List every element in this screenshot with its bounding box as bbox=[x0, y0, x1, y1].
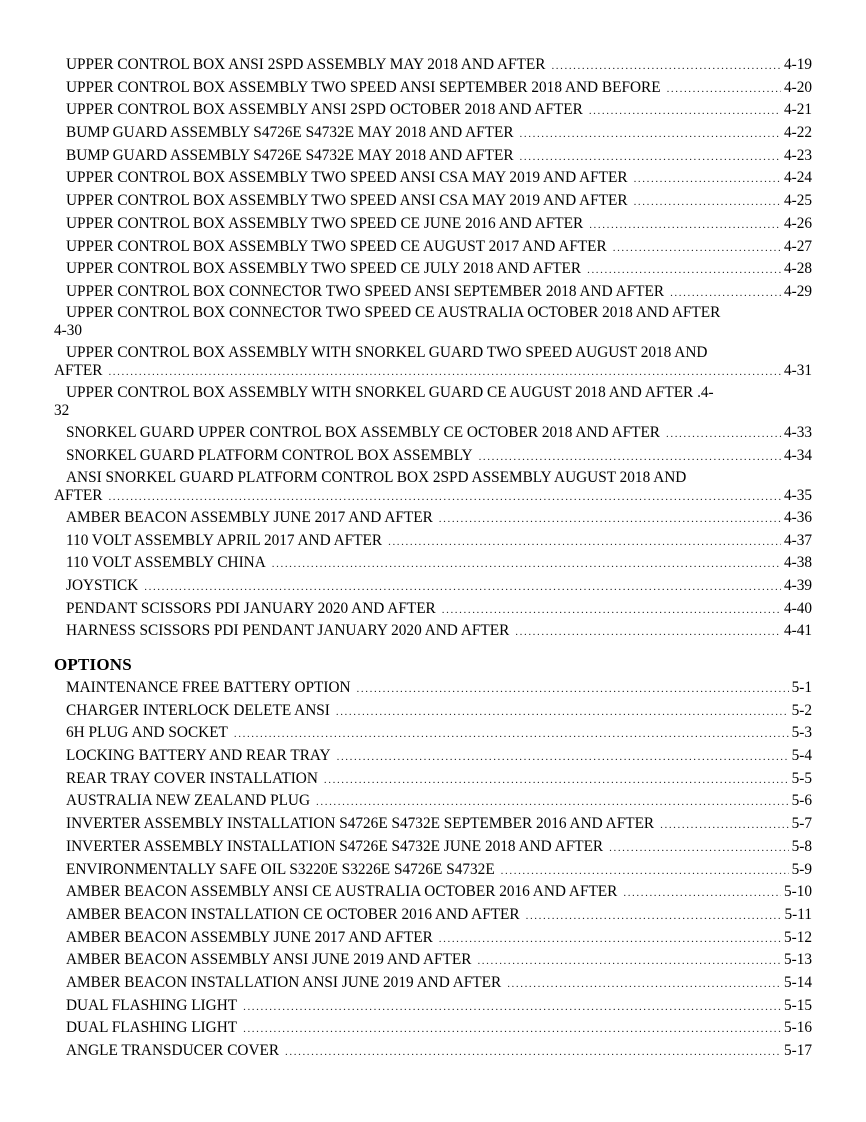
toc-page-number: 4-20 bbox=[783, 78, 812, 96]
toc-entry[interactable] bbox=[54, 881, 812, 904]
toc-entry[interactable] bbox=[54, 422, 812, 445]
toc-page-number: 32 bbox=[54, 402, 70, 419]
toc-page-number: 4-33 bbox=[783, 424, 812, 441]
toc-list-wrapped-b bbox=[54, 344, 812, 383]
toc-entry-continuation bbox=[54, 321, 812, 343]
dot-leader bbox=[589, 214, 781, 237]
dot-leader bbox=[477, 950, 781, 973]
toc-list-wrapped-a bbox=[54, 304, 812, 343]
toc-page-number: 4-25 bbox=[783, 192, 812, 210]
dot-leader bbox=[501, 860, 789, 883]
toc-page-number: 5-6 bbox=[791, 792, 812, 810]
toc-page-number: 5-2 bbox=[791, 701, 812, 719]
toc-entry[interactable] bbox=[54, 236, 812, 259]
dot-leader bbox=[667, 78, 781, 101]
toc-page-number: 4-41 bbox=[783, 622, 812, 640]
toc-entry-continuation bbox=[54, 401, 812, 423]
toc-page-number: 4-26 bbox=[783, 214, 812, 232]
toc-entry-title: UPPER CONTROL BOX ASSEMBLY TWO SPEED ANSI SEPTEMBER 2018 AND BEFORE bbox=[66, 78, 661, 96]
toc-entry-title: ENVIRONMENTALLY SAFE OIL S3220E S3226E S4726E S4732E bbox=[66, 860, 495, 878]
toc-entry-title: UPPER CONTROL BOX ASSEMBLY TWO SPEED CE JULY 2018 AND AFTER bbox=[66, 260, 582, 278]
toc-entry[interactable] bbox=[54, 99, 812, 122]
toc-list-wrapped-d bbox=[54, 469, 812, 508]
dot-leader bbox=[234, 723, 789, 746]
toc-entry[interactable] bbox=[54, 722, 812, 745]
toc-list-wrapped-c bbox=[54, 384, 812, 423]
dot-leader bbox=[439, 508, 781, 531]
toc-page-number: 5-12 bbox=[783, 928, 812, 946]
dot-leader bbox=[108, 487, 781, 507]
toc-entry-title: JOYSTICK bbox=[66, 577, 139, 595]
toc-page-number: 5-1 bbox=[791, 679, 812, 696]
dot-leader bbox=[609, 837, 788, 860]
toc-entry[interactable] bbox=[54, 904, 812, 927]
toc-entry[interactable] bbox=[54, 77, 812, 100]
toc-page-number: 5-5 bbox=[791, 769, 812, 787]
toc-entry-title: ANSI SNORKEL GUARD PLATFORM CONTROL BOX 2SPD ASSEMBLY AUGUST 2018 AND bbox=[66, 469, 687, 486]
toc-entry[interactable] bbox=[54, 790, 812, 813]
toc-entry-title: UPPER CONTROL BOX ASSEMBLY TWO SPEED CE AUGUST 2017 AND AFTER bbox=[66, 237, 607, 255]
toc-page-number: 5-11 bbox=[784, 905, 812, 923]
dot-leader bbox=[660, 814, 788, 837]
toc-page-number: 5-13 bbox=[783, 951, 812, 969]
toc-page-number: 5-7 bbox=[791, 815, 812, 833]
dot-leader bbox=[337, 746, 789, 769]
dot-leader bbox=[439, 928, 781, 951]
dot-leader bbox=[479, 446, 781, 469]
toc-entry-title: REAR TRAY COVER INSTALLATION bbox=[66, 769, 318, 787]
dot-leader bbox=[243, 996, 781, 1019]
toc-page-number: 5-14 bbox=[783, 973, 812, 991]
dot-leader bbox=[357, 678, 789, 701]
toc-entry[interactable] bbox=[54, 167, 812, 190]
dot-leader bbox=[526, 905, 782, 928]
toc-entry[interactable] bbox=[54, 598, 812, 621]
toc-entry-title: INVERTER ASSEMBLY INSTALLATION S4726E S4732E SEPTEMBER 2016 AND AFTER bbox=[66, 815, 655, 833]
dot-leader bbox=[634, 191, 781, 214]
toc-page-number: 4-31 bbox=[783, 362, 812, 379]
toc-entry-title: AMBER BEACON ASSEMBLY JUNE 2017 AND AFTER bbox=[66, 928, 433, 946]
dot-leader bbox=[507, 973, 781, 996]
toc-entry[interactable] bbox=[54, 552, 812, 575]
toc-entry[interactable] bbox=[54, 258, 812, 281]
toc-entry-title: UPPER CONTROL BOX ASSEMBLY WITH SNORKEL GUARD TWO SPEED AUGUST 2018 AND bbox=[66, 344, 708, 361]
dot-leader bbox=[243, 1018, 781, 1041]
dot-leader bbox=[551, 55, 781, 78]
toc-entry-title: UPPER CONTROL BOX ANSI 2SPD ASSEMBLY MAY 2018 AND AFTER bbox=[66, 56, 546, 73]
section-heading-options: OPTIONS bbox=[54, 655, 132, 674]
toc-entry-title: UPPER CONTROL BOX ASSEMBLY WITH SNORKEL GUARD CE AUGUST 2018 AND AFTER .4- bbox=[66, 384, 714, 401]
dot-leader bbox=[388, 531, 781, 554]
toc-entry-title: AMBER BEACON INSTALLATION CE OCTOBER 2016 AND AFTER bbox=[66, 905, 520, 923]
toc-entry-title: SNORKEL GUARD PLATFORM CONTROL BOX ASSEMBLY bbox=[66, 446, 473, 464]
toc-entry[interactable] bbox=[54, 949, 812, 972]
toc-entry[interactable] bbox=[54, 859, 812, 882]
toc-entry-title: DUAL FLASHING LIGHT bbox=[66, 996, 238, 1014]
toc-entry-title: 6H PLUG AND SOCKET bbox=[66, 724, 228, 742]
toc-entry[interactable] bbox=[54, 768, 812, 791]
toc-entry[interactable] bbox=[54, 190, 812, 213]
dot-leader bbox=[520, 123, 781, 146]
toc-page-number: 4-40 bbox=[783, 599, 812, 617]
toc-entry-title: DUAL FLASHING LIGHT bbox=[66, 1019, 238, 1037]
toc-entry[interactable] bbox=[54, 677, 812, 700]
toc-entry-title: AUSTRALIA NEW ZEALAND PLUG bbox=[66, 792, 311, 810]
toc-entry-title: MAINTENANCE FREE BATTERY OPTION bbox=[66, 679, 351, 696]
toc-entry-wrapped[interactable] bbox=[54, 384, 812, 423]
toc-entry[interactable] bbox=[54, 1017, 812, 1040]
toc-list-components-c bbox=[54, 507, 812, 643]
dot-leader bbox=[108, 362, 781, 382]
toc-page-number: 4-22 bbox=[783, 124, 812, 142]
toc-entry-title: 110 VOLT ASSEMBLY CHINA bbox=[66, 554, 266, 572]
toc-entry-title-continued: AFTER bbox=[54, 362, 103, 379]
toc-entry-title: AMBER BEACON INSTALLATION ANSI JUNE 2019 AND AFTER bbox=[66, 973, 502, 991]
toc-entry[interactable] bbox=[54, 213, 812, 236]
toc-entry-title: LOCKING BATTERY AND REAR TRAY bbox=[66, 747, 331, 765]
toc-page-number: 5-4 bbox=[791, 747, 812, 765]
toc-entry-title: CHARGER INTERLOCK DELETE ANSI bbox=[66, 701, 330, 719]
toc-entry-title: BUMP GUARD ASSEMBLY S4726E S4732E MAY 2018 AND AFTER bbox=[66, 124, 514, 142]
toc-entry-title: AMBER BEACON ASSEMBLY ANSI CE AUSTRALIA OCTOBER 2016 AND AFTER bbox=[66, 883, 618, 901]
toc-entry-title: UPPER CONTROL BOX ASSEMBLY TWO SPEED CE JUNE 2016 AND AFTER bbox=[66, 214, 584, 232]
toc-page-number: 4-24 bbox=[783, 169, 812, 187]
toc-entry-title: UPPER CONTROL BOX ASSEMBLY TWO SPEED ANSI CSA MAY 2019 AND AFTER bbox=[66, 192, 628, 210]
toc-entry[interactable] bbox=[54, 700, 812, 723]
dot-leader bbox=[634, 168, 781, 191]
toc-entry-title: 110 VOLT ASSEMBLY APRIL 2017 AND AFTER bbox=[66, 531, 383, 549]
toc-entry-title-continued: AFTER bbox=[54, 487, 103, 504]
toc-page-number: 4-35 bbox=[783, 487, 812, 504]
toc-page-number: 4-29 bbox=[783, 282, 812, 300]
toc-entry-wrapped[interactable] bbox=[54, 469, 812, 508]
toc-entry[interactable] bbox=[54, 54, 812, 77]
toc-entry[interactable] bbox=[54, 530, 812, 553]
toc-page-number: 4-27 bbox=[783, 237, 812, 255]
toc-entry[interactable] bbox=[54, 122, 812, 145]
dot-leader bbox=[515, 621, 781, 644]
dot-leader bbox=[316, 791, 789, 814]
toc-entry-title: HARNESS SCISSORS PDI PENDANT JANUARY 2020 AND AFTER bbox=[66, 622, 510, 640]
toc-page-number: 5-17 bbox=[783, 1042, 812, 1059]
toc-entry-continuation bbox=[54, 361, 812, 383]
toc-entry[interactable] bbox=[54, 972, 812, 995]
toc-list-options bbox=[54, 677, 812, 1063]
dot-leader bbox=[670, 282, 781, 305]
toc-page-number: 5-15 bbox=[783, 996, 812, 1014]
toc-entry-continuation bbox=[54, 486, 812, 508]
toc-page-number: 5-16 bbox=[783, 1019, 812, 1037]
toc-page-number: 4-39 bbox=[783, 577, 812, 595]
toc-entry-title: ANGLE TRANSDUCER COVER bbox=[66, 1042, 280, 1059]
dot-leader bbox=[442, 599, 781, 622]
toc-entry[interactable] bbox=[54, 445, 812, 468]
dot-leader bbox=[144, 576, 781, 599]
dot-leader bbox=[285, 1041, 781, 1064]
toc-entry[interactable] bbox=[54, 836, 812, 859]
toc-entry[interactable] bbox=[54, 927, 812, 950]
toc-page-number: 4-30 bbox=[54, 322, 83, 339]
toc-entry-title: AMBER BEACON ASSEMBLY JUNE 2017 AND AFTER bbox=[66, 509, 433, 526]
toc-entry-title: INVERTER ASSEMBLY INSTALLATION S4726E S4732E JUNE 2018 AND AFTER bbox=[66, 837, 604, 855]
toc-page-number: 5-9 bbox=[791, 860, 812, 878]
toc-entry[interactable] bbox=[54, 745, 812, 768]
toc-entry[interactable] bbox=[54, 281, 812, 304]
toc-entry[interactable] bbox=[54, 995, 812, 1018]
toc-page-number: 4-19 bbox=[783, 56, 812, 73]
toc-entry-title: BUMP GUARD ASSEMBLY S4726E S4732E MAY 2018 AND AFTER bbox=[66, 146, 514, 164]
toc-page-number: 4-21 bbox=[783, 101, 812, 119]
toc-page-number: 4-38 bbox=[783, 554, 812, 572]
toc-entry-title: UPPER CONTROL BOX CONNECTOR TWO SPEED ANSI SEPTEMBER 2018 AND AFTER bbox=[66, 282, 665, 300]
toc-entry-wrapped[interactable] bbox=[54, 344, 812, 383]
toc-entry-title: UPPER CONTROL BOX ASSEMBLY TWO SPEED ANSI CSA MAY 2019 AND AFTER bbox=[66, 169, 628, 187]
toc-page-number: 4-23 bbox=[783, 146, 812, 164]
toc-entry[interactable] bbox=[54, 813, 812, 836]
toc-page-number: 5-8 bbox=[791, 837, 812, 855]
toc-entry-title: AMBER BEACON ASSEMBLY ANSI JUNE 2019 AND AFTER bbox=[66, 951, 472, 969]
toc-entry[interactable] bbox=[54, 620, 812, 643]
toc-entry-title: PENDANT SCISSORS PDI JANUARY 2020 AND AFTER bbox=[66, 599, 436, 617]
dot-leader bbox=[324, 769, 789, 792]
toc-entry[interactable] bbox=[54, 507, 812, 530]
toc-entry-title: UPPER CONTROL BOX CONNECTOR TWO SPEED CE AUSTRALIA OCTOBER 2018 AND AFTER bbox=[66, 304, 721, 321]
toc-entry[interactable] bbox=[54, 1040, 812, 1063]
toc-page-number: 4-28 bbox=[783, 260, 812, 278]
dot-leader bbox=[666, 423, 781, 446]
toc-entry[interactable] bbox=[54, 575, 812, 598]
toc-list-components-b bbox=[54, 422, 812, 467]
toc-entry-wrapped[interactable] bbox=[54, 304, 812, 343]
dot-leader bbox=[520, 146, 781, 169]
dot-leader bbox=[587, 259, 781, 282]
dot-leader bbox=[589, 100, 781, 123]
toc-page-number: 4-36 bbox=[783, 509, 812, 526]
dot-leader bbox=[623, 882, 781, 905]
toc-page-number: 4-34 bbox=[783, 446, 812, 464]
toc-list-components-a bbox=[54, 54, 812, 304]
toc-page-number: 4-37 bbox=[783, 531, 812, 549]
dot-leader bbox=[336, 701, 789, 724]
toc-entry-title: UPPER CONTROL BOX ASSEMBLY ANSI 2SPD OCTOBER 2018 AND AFTER bbox=[66, 101, 583, 119]
toc-entry-title: SNORKEL GUARD UPPER CONTROL BOX ASSEMBLY CE OCTOBER 2018 AND AFTER bbox=[66, 424, 660, 441]
dot-leader bbox=[272, 553, 781, 576]
toc-page-number: 5-10 bbox=[783, 883, 812, 901]
dot-leader bbox=[613, 237, 781, 260]
toc-page-number: 5-3 bbox=[791, 724, 812, 742]
toc-entry[interactable] bbox=[54, 145, 812, 168]
